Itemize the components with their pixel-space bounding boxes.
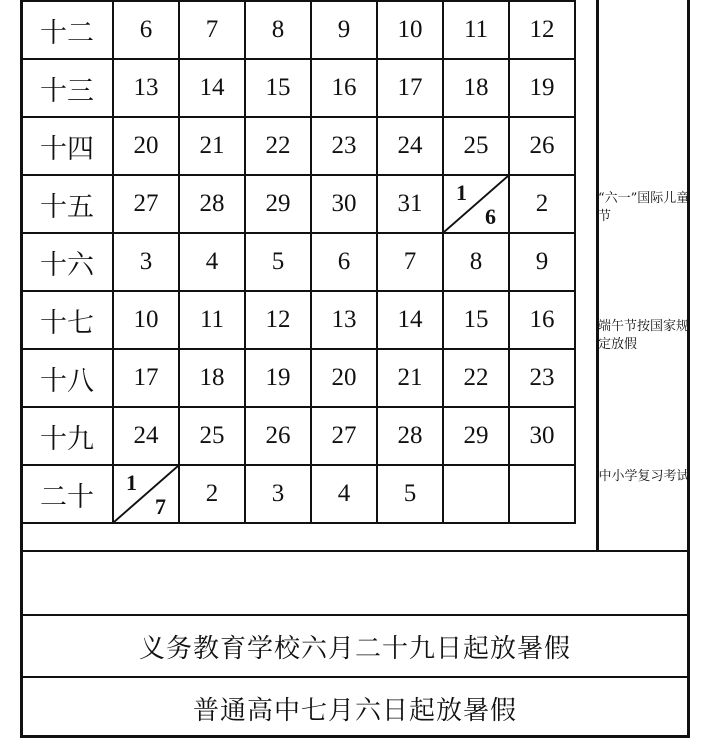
day-cell: 6 — [311, 233, 377, 291]
note-dragon-boat-festival: 端午节按国家规定放假 — [598, 319, 690, 352]
note-childrens-day: “六一”国际儿童节 — [598, 191, 690, 224]
day-cell: 14 — [377, 291, 443, 349]
week-row — [21, 465, 575, 523]
day-cell: 19 — [509, 59, 575, 117]
day-cell: 27 — [113, 175, 179, 233]
day-cell: 5 — [377, 465, 443, 523]
day-cell: 21 — [377, 349, 443, 407]
day-cell: 17 — [377, 59, 443, 117]
day-cell: 31 — [377, 175, 443, 233]
day-cell: 5 — [245, 233, 311, 291]
day-cell: 28 — [377, 407, 443, 465]
school-calendar-table — [20, 0, 576, 524]
day-cell: 16 — [311, 59, 377, 117]
day-cell: 8 — [245, 1, 311, 59]
day-cell: 11 — [179, 291, 245, 349]
day-cell: 24 — [377, 117, 443, 175]
day-cell: 26 — [245, 407, 311, 465]
week-number: 二十 — [21, 465, 113, 523]
day-cell: 10 — [113, 291, 179, 349]
month-number: 1 — [456, 180, 467, 205]
month-start-day-cell — [113, 465, 179, 523]
day-cell: 7 — [179, 1, 245, 59]
blank-row — [20, 550, 690, 614]
day-cell: 8 — [443, 233, 509, 291]
day-cell — [509, 465, 575, 523]
week-row — [21, 1, 575, 59]
day-cell: 13 — [113, 59, 179, 117]
day-cell: 23 — [311, 117, 377, 175]
day-cell: 22 — [245, 117, 311, 175]
week-number: 十六 — [21, 233, 113, 291]
day-cell: 14 — [179, 59, 245, 117]
month-number: 1 — [126, 470, 137, 495]
day-number: 7 — [155, 494, 166, 519]
day-cell: 9 — [311, 1, 377, 59]
day-cell: 11 — [443, 1, 509, 59]
day-cell: 17 — [113, 349, 179, 407]
day-number: 6 — [485, 204, 496, 229]
day-cell: 10 — [377, 1, 443, 59]
day-cell: 7 — [377, 233, 443, 291]
day-cell: 6 — [113, 1, 179, 59]
week-number: 十三 — [21, 59, 113, 117]
day-cell: 3 — [245, 465, 311, 523]
week-row — [21, 59, 575, 117]
day-cell: 16 — [509, 291, 575, 349]
day-cell: 13 — [311, 291, 377, 349]
week-row — [21, 233, 575, 291]
day-cell: 3 — [113, 233, 179, 291]
day-cell: 4 — [179, 233, 245, 291]
day-cell: 2 — [179, 465, 245, 523]
month-start-day-cell — [443, 175, 509, 233]
day-cell: 27 — [311, 407, 377, 465]
day-cell: 18 — [179, 349, 245, 407]
day-cell: 30 — [311, 175, 377, 233]
week-number: 十五 — [21, 175, 113, 233]
day-cell: 4 — [311, 465, 377, 523]
day-cell — [443, 465, 509, 523]
day-cell: 9 — [509, 233, 575, 291]
day-cell: 24 — [113, 407, 179, 465]
day-cell: 22 — [443, 349, 509, 407]
day-cell: 20 — [113, 117, 179, 175]
week-row — [21, 175, 575, 233]
week-number: 十七 — [21, 291, 113, 349]
note-review-exams: 中小学复习考试 — [598, 469, 690, 484]
week-row — [21, 407, 575, 465]
week-number: 十四 — [21, 117, 113, 175]
day-cell: 28 — [179, 175, 245, 233]
day-cell: 29 — [245, 175, 311, 233]
day-cell: 30 — [509, 407, 575, 465]
day-cell: 18 — [443, 59, 509, 117]
day-cell: 12 — [509, 1, 575, 59]
week-row — [21, 117, 575, 175]
day-cell: 23 — [509, 349, 575, 407]
day-cell: 15 — [443, 291, 509, 349]
day-cell: 25 — [179, 407, 245, 465]
week-row — [21, 291, 575, 349]
day-cell: 12 — [245, 291, 311, 349]
footer-high-school: 普通高中七月六日起放暑假 — [20, 676, 690, 738]
day-cell: 21 — [179, 117, 245, 175]
day-cell: 20 — [311, 349, 377, 407]
day-cell: 15 — [245, 59, 311, 117]
day-cell: 2 — [509, 175, 575, 233]
day-cell: 25 — [443, 117, 509, 175]
week-number: 十九 — [21, 407, 113, 465]
week-number: 十二 — [21, 1, 113, 59]
day-cell: 29 — [443, 407, 509, 465]
week-row — [21, 349, 575, 407]
footer-compulsory-education: 义务教育学校六月二十九日起放暑假 — [20, 614, 690, 676]
day-cell: 19 — [245, 349, 311, 407]
day-cell: 26 — [509, 117, 575, 175]
week-number: 十八 — [21, 349, 113, 407]
